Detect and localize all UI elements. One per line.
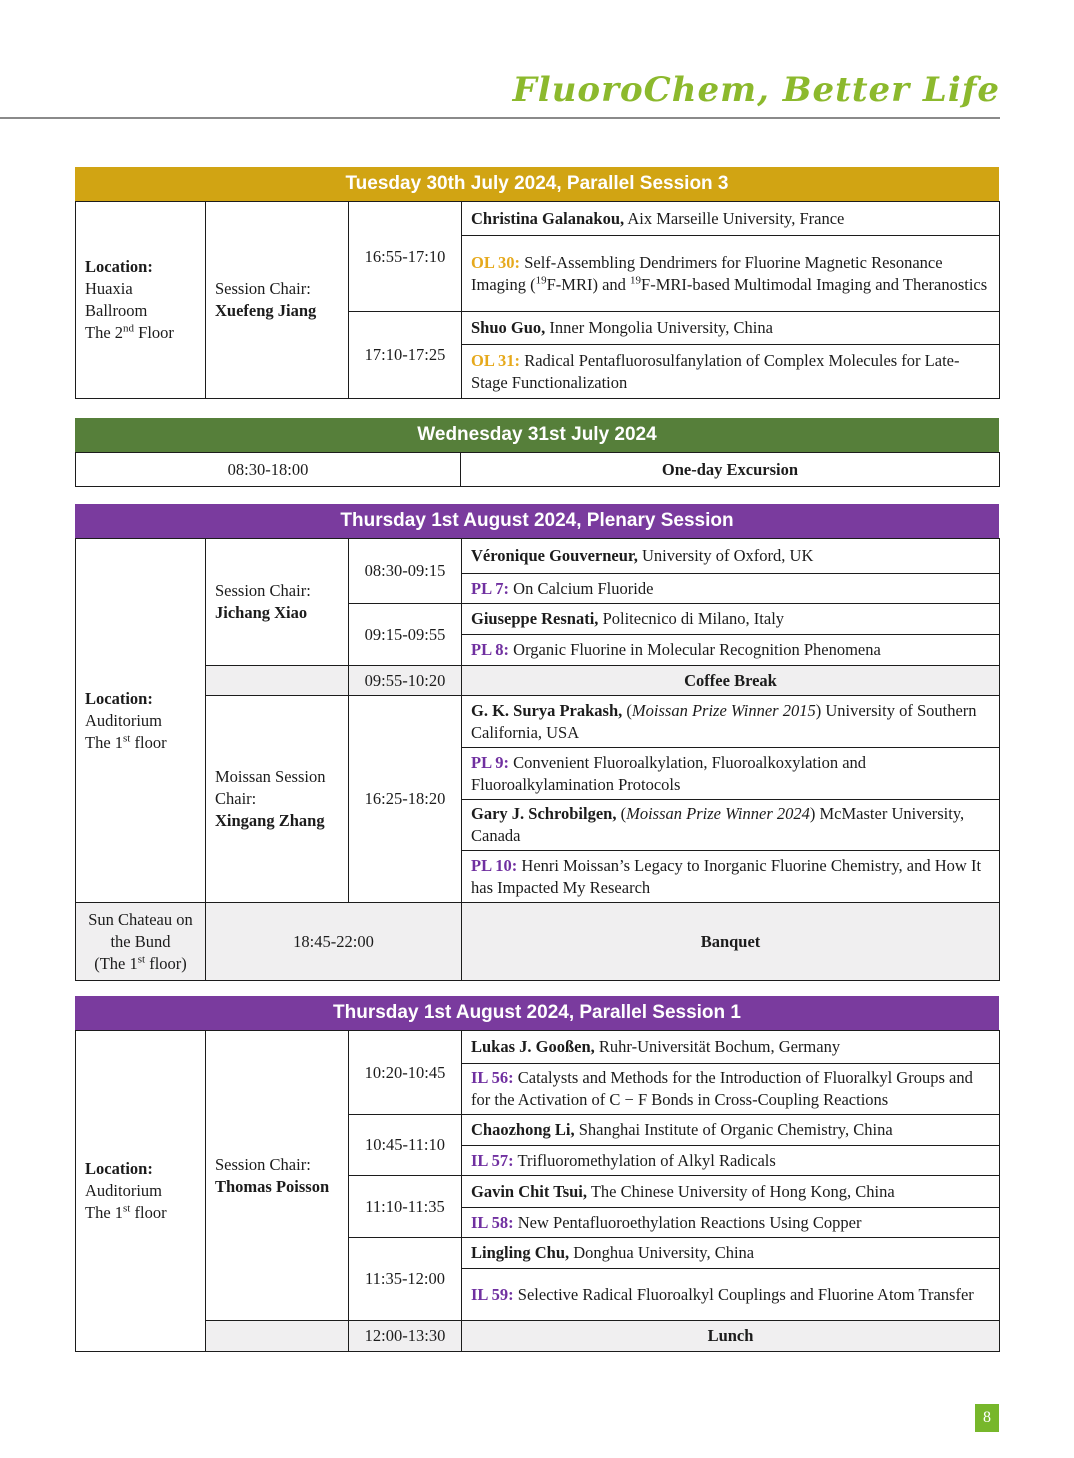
parallel1-schedule-table xyxy=(75,1030,1000,1352)
speaker-name: Christina Galanakou, xyxy=(471,208,625,228)
session-chair-cell xyxy=(206,696,349,903)
break-label-cell: Coffee Break xyxy=(462,666,1000,696)
talk-cell: IL 58: New Pentafluoroethylation Reactions Using Copper xyxy=(462,1208,1000,1238)
talk-code: OL 31: xyxy=(471,350,521,370)
event-cell: One-day Excursion xyxy=(461,453,1000,487)
time-cell: 10:20-10:45 xyxy=(349,1031,462,1115)
time-cell: 16:55-17:10 xyxy=(349,202,462,312)
speaker-cell xyxy=(462,202,1000,236)
page-header xyxy=(0,0,1000,119)
break-spacer-cell xyxy=(206,666,349,696)
talk-cell: PL 8: Organic Fluorine in Molecular Recognition Phenomena xyxy=(462,635,1000,666)
talk-cell: PL 7: On Calcium Fluoride xyxy=(462,574,1000,604)
page-number-badge: 8 xyxy=(975,1404,999,1432)
session-chair-cell xyxy=(206,1031,349,1321)
chair-name: Xuefeng Jiang xyxy=(215,301,317,320)
speaker-name: Véronique Gouverneur, xyxy=(471,546,638,565)
speaker-name: Lingling Chu, xyxy=(471,1243,570,1262)
speaker-affiliation: Aix Marseille University, France xyxy=(624,208,845,228)
time-cell: 08:30-18:00 xyxy=(76,453,461,487)
talk-cell: IL 59: Selective Radical Fluoroalkyl Couplings and Fluorine Atom Transfer xyxy=(462,1269,1000,1321)
talk-code: PL 9: xyxy=(471,752,510,772)
chair-name: Jichang Xiao xyxy=(215,603,308,622)
time-cell: 10:45-11:10 xyxy=(349,1115,462,1176)
speaker-cell xyxy=(462,312,1000,345)
session-chair-cell xyxy=(206,539,349,666)
talk-cell: OL 30: Self-Assembling Dendrimers for Fluorine Magnetic Resonance Imaging ($^{19}$F-MRI) and $^{19}$F-MRI-based Multimodal Imaging and Theranostics xyxy=(462,236,1000,312)
location-line: Auditorium xyxy=(85,710,162,730)
tuesday-schedule-table xyxy=(75,201,1000,399)
speaker-affiliation: Ruhr-Universität Bochum, Germany xyxy=(594,1037,841,1056)
talk-code: IL 58: xyxy=(471,1212,514,1232)
talk-code: IL 57: xyxy=(471,1150,514,1170)
talk-code: IL 59: xyxy=(471,1284,514,1304)
speaker-cell xyxy=(462,604,1000,635)
speaker-name: Gavin Chit Tsui, xyxy=(471,1181,588,1201)
tuesday-session-banner: Tuesday 30th July 2024, Parallel Session 3 xyxy=(75,167,999,201)
location-line: Huaxia xyxy=(85,279,133,298)
time-cell: 09:15-09:55 xyxy=(349,604,462,666)
prize-note: Moissan Prize Winner 2015 xyxy=(631,700,816,720)
chair-name: Xingang Zhang xyxy=(215,811,325,830)
talk-cell: OL 31: Radical Pentafluorosulfanylation of Complex Molecules for Late-Stage Functionalization xyxy=(462,345,1000,399)
speaker-cell xyxy=(462,539,1000,574)
location-cell xyxy=(76,1031,206,1352)
location-label: Location: xyxy=(85,688,153,708)
time-cell: 18:45-22:00 xyxy=(206,903,462,981)
location-line: The 1st floor xyxy=(85,1202,167,1222)
speaker-cell: Gary J. Schrobilgen, (Moissan Prize Winner 2024) McMaster University, Canada xyxy=(462,800,1000,851)
talk-cell: PL 9: Convenient Fluoroalkylation, Fluoroalkoxylation and Fluoroalkylamination Protocols xyxy=(462,748,1000,800)
chair-label: Session Chair: xyxy=(215,581,311,600)
location-cell xyxy=(76,202,206,399)
talk-code: IL 56: xyxy=(471,1068,514,1087)
plenary-session-banner: Thursday 1st August 2024, Plenary Session xyxy=(75,504,999,538)
talk-code: OL 30: xyxy=(471,252,521,272)
lunch-label-cell: Lunch xyxy=(462,1321,1000,1352)
plenary-schedule-table xyxy=(75,538,1000,981)
speaker-affiliation: Inner Mongolia University, China xyxy=(545,318,773,337)
time-cell: 09:55-10:20 xyxy=(349,666,462,696)
speaker-name: Lukas J. Gooßen, xyxy=(471,1037,595,1056)
time-cell: 11:10-11:35 xyxy=(349,1176,462,1238)
time-cell: 11:35-12:00 xyxy=(349,1238,462,1321)
location-cell xyxy=(76,539,206,903)
location-line: Ballroom xyxy=(85,301,148,320)
location-line: The 2nd Floor xyxy=(85,322,174,342)
speaker-affiliation: The Chinese University of Hong Kong, China xyxy=(587,1181,895,1201)
wednesday-session-banner: Wednesday 31st July 2024 xyxy=(75,418,999,452)
wednesday-schedule-table xyxy=(75,452,1000,487)
time-cell: 17:10-17:25 xyxy=(349,312,462,399)
banquet-label-cell: Banquet xyxy=(462,903,1000,981)
speaker-name: Giuseppe Resnati, xyxy=(471,609,599,628)
location-line: Auditorium xyxy=(85,1181,162,1200)
talk-code: PL 7: xyxy=(471,578,510,598)
speaker-cell xyxy=(462,1238,1000,1269)
location-label: Location: xyxy=(85,1159,153,1178)
talk-cell: IL 57: Trifluoromethylation of Alkyl Radicals xyxy=(462,1146,1000,1176)
talk-code: PL 10: xyxy=(471,855,518,875)
speaker-name: Gary J. Schrobilgen, xyxy=(471,804,617,823)
location-line: The 1st floor xyxy=(85,732,167,752)
lunch-spacer-cell xyxy=(206,1321,349,1352)
chair-name: Thomas Poisson xyxy=(215,1176,330,1196)
speaker-affiliation: Politecnico di Milano, Italy xyxy=(598,609,785,628)
speaker-cell: G. K. Surya Prakash, (Moissan Prize Winner 2015) University of Southern California, USA xyxy=(462,696,1000,748)
speaker-name: G. K. Surya Prakash, xyxy=(471,700,623,720)
header-divider xyxy=(0,117,1000,119)
speaker-cell xyxy=(462,1031,1000,1064)
session-chair-cell xyxy=(206,202,349,399)
speaker-affiliation: University of Oxford, UK xyxy=(637,546,814,565)
speaker-cell xyxy=(462,1115,1000,1146)
speaker-affiliation: Shanghai Institute of Organic Chemistry, China xyxy=(574,1120,893,1139)
time-cell: 12:00-13:30 xyxy=(349,1321,462,1352)
speaker-name: Chaozhong Li, xyxy=(471,1120,575,1139)
conference-slogan: FluoroChem, Better Life xyxy=(512,70,1000,110)
speaker-affiliation: Donghua University, China xyxy=(569,1243,755,1262)
speaker-name: Shuo Guo, xyxy=(471,318,546,337)
location-label: Location: xyxy=(85,257,153,276)
talk-code: PL 8: xyxy=(471,640,510,659)
speaker-cell xyxy=(462,1176,1000,1208)
time-cell: 16:25-18:20 xyxy=(349,696,462,903)
time-cell: 08:30-09:15 xyxy=(349,539,462,604)
chair-label: Session Chair: xyxy=(215,1154,311,1174)
chair-label: Session Chair: xyxy=(215,279,311,298)
prize-note: Moissan Prize Winner 2024 xyxy=(626,804,810,823)
talk-cell: PL 10: Henri Moissan’s Legacy to Inorganic Fluorine Chemistry, and How It has Impacted My Research xyxy=(462,851,1000,903)
parallel1-session-banner: Thursday 1st August 2024, Parallel Session 1 xyxy=(75,996,999,1030)
talk-cell: IL 56: Catalysts and Methods for the Introduction of Fluoralkyl Groups and for the Activation of C − F Bonds in Cross-Coupling Reactions xyxy=(462,1064,1000,1115)
chair-label: Moissan Session Chair: xyxy=(215,767,326,808)
banquet-location-cell: Sun Chateau on the Bund (The 1st floor) xyxy=(76,903,206,981)
